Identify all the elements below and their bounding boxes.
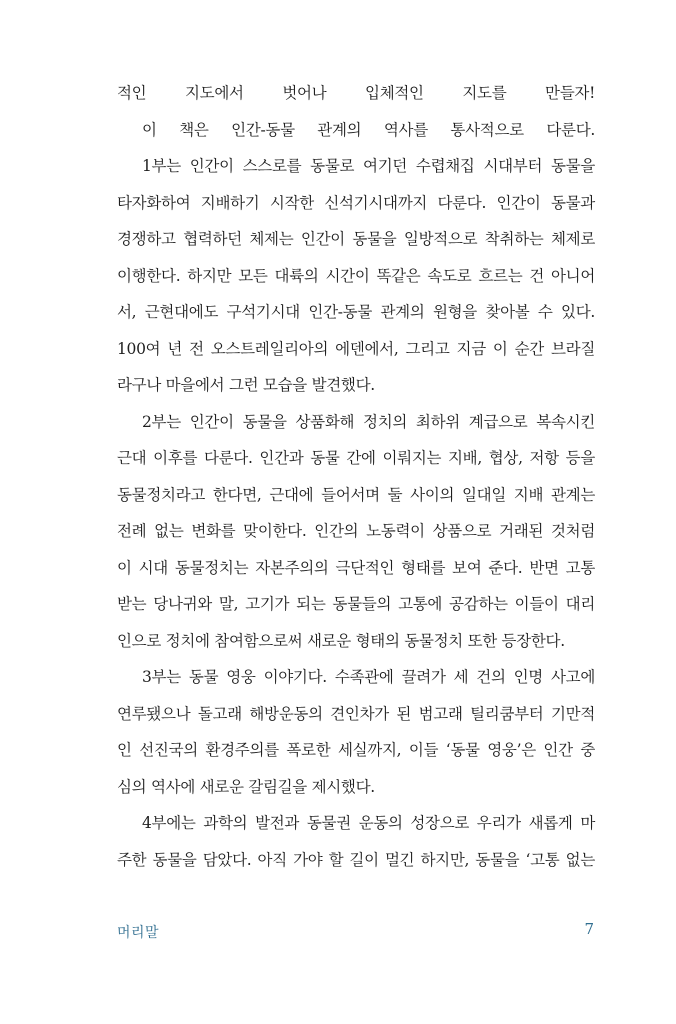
- paragraph-start-line: 4부에는 과학의 발전과 동물권 운동의 성장으로 우리가 새롭게 마: [142, 814, 595, 832]
- paragraph-start-line: 3부는 동물 영웅 이야기다. 수족관에 끌려가 세 건의 인명 사고에: [142, 668, 595, 686]
- running-footer-title: 머리말: [117, 925, 160, 941]
- text-line: 동물정치라고 한다면, 근대에 들어서며 둘 사이의 일대일 지배 관계는: [117, 485, 595, 504]
- text-line: 연루됐으나 돌고래 해방운동의 견인차가 된 범고래 틸리쿰부터 기만적: [117, 704, 595, 723]
- text-line: 라구나 마을에서 그런 모습을 발견했다.: [117, 376, 375, 394]
- paragraph-start-line: 이 책은 인간-동물 관계의 역사를 통사적으로 다룬다.: [142, 120, 595, 139]
- text-line: 타자화하여 지배하기 시작한 신석기시대까지 다룬다. 인간이 동물과: [117, 193, 595, 212]
- text-line: 근대 이후를 다룬다. 인간과 동물 간에 이뤄지는 지배, 협상, 저항 등을: [117, 449, 595, 467]
- text-line: 경쟁하고 협력하던 체제는 인간이 동물을 일방적으로 착취하는 체제로: [117, 230, 595, 248]
- text-line: 심의 역사에 새로운 갈림길을 제시했다.: [117, 777, 375, 796]
- text-line: 서, 근현대에도 구석기시대 인간-동물 관계의 원형을 찾아볼 수 있다.: [117, 303, 595, 321]
- text-line: 인 선진국의 환경주의를 폭로한 세실까지, 이들 ‘동물 영웅’은 인간 중: [117, 741, 595, 759]
- text-line: 이 시대 동물정치는 자본주의의 극단적인 형태를 보여 준다. 반면 고통: [117, 558, 595, 577]
- text-line: 인으로 정치에 참여함으로써 새로운 형태의 동물정치 또한 등장한다.: [117, 631, 565, 650]
- text-line: 전례 없는 변화를 맞이한다. 인간의 노동력이 상품으로 거래된 것처럼: [117, 522, 595, 540]
- page-number: 7: [584, 920, 594, 938]
- paragraph-start-line: 2부는 인간이 동물을 상품화해 정치의 최하위 계급으로 복속시킨: [142, 412, 595, 431]
- text-line: 받는 당나귀와 말, 고기가 되는 동물들의 고통에 공감하는 이들이 대리: [117, 595, 595, 613]
- text-line: 100여 년 전 오스트레일리아의 에덴에서, 그리고 지금 이 순간 브라질: [117, 339, 595, 358]
- body-text: [117, 75, 595, 878]
- text-line: 주한 동물을 담았다. 아직 가야 할 길이 멀긴 하지만, 동물을 ‘고통 없는: [117, 850, 595, 869]
- text-line: 적인 지도에서 벗어나 입체적인 지도를 만들자!: [117, 84, 595, 102]
- paragraph-start-line: 1부는 인간이 스스로를 동물로 여기던 수렵채집 시대부터 동물을: [142, 157, 595, 175]
- text-line: 이행한다. 하지만 모든 대륙의 시간이 똑같은 속도로 흐르는 건 아니어: [117, 266, 595, 285]
